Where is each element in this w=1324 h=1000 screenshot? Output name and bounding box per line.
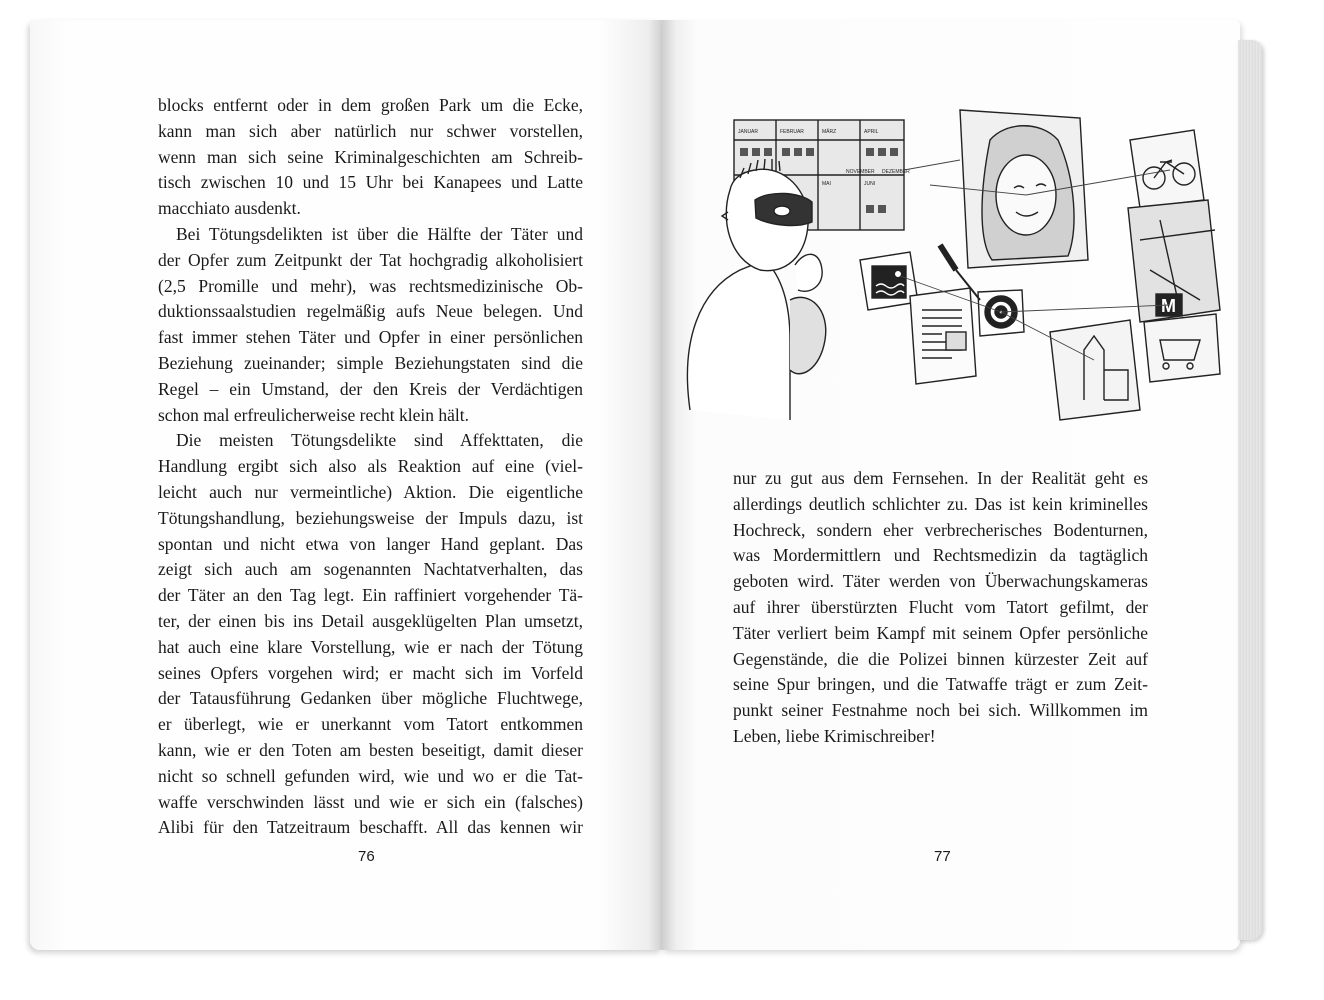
text-line: blocks entfernt oder in dem großen Park um die Ecke, <box>158 95 583 115</box>
text-line: Gegenstände, die die Polizei binnen kürzester Zeit auf <box>733 648 1148 669</box>
calendar-month: APRIL <box>864 129 879 135</box>
calendar-month: DEZEMBER <box>882 169 910 175</box>
text-line: hat auch eine klare Vorstellung, wie er nach der Tötung <box>158 636 583 657</box>
text-line: Hochreck, sondern eher verbrecherisches Bodenturnen, <box>733 519 1148 540</box>
text-line: nur zu gut aus dem Fernsehen. In der Realität geht es <box>733 468 1148 488</box>
right-page-text <box>733 466 1148 750</box>
text-line: Leben, liebe Krimischreiber! <box>733 725 936 746</box>
text-line: der Tatausführung Gedanken über mögliche Fluchtwege, <box>158 688 583 709</box>
text-line: macchiato ausdenkt. <box>158 198 301 219</box>
text-line: seine Spur bringen, und die Tatwaffe trägt er zum Zeit- <box>733 674 1148 695</box>
text-line: was Mordermittlern und Rechtsmedizin da tagtäglich <box>733 545 1148 566</box>
church-note <box>1050 320 1140 420</box>
metro-sign-letter: M <box>1161 296 1176 316</box>
calendar-month: JANUAR <box>738 129 759 135</box>
text-line: wenn man sich seine Kriminalgeschichten am Schreib- <box>158 146 583 167</box>
newspaper-note <box>910 288 976 384</box>
text-line: der Opfer zum Zeitpunkt der Tat hochgradig alkoholisiert <box>158 249 583 270</box>
text-line: duktionssaalstudien regelmäßig aufs Neue belegen. Und <box>158 301 583 322</box>
text-line: schon mal erfreulicherweise recht klein hält. <box>158 404 469 425</box>
text-line: Die meisten Tötungsdelikte sind Affekttaten, die <box>176 430 583 451</box>
bicycle-note <box>1130 130 1204 208</box>
text-line: Täter verliert beim Kampf mit seinem Opfer persönliche <box>733 622 1148 643</box>
calendar-month: JUNI <box>864 181 876 187</box>
woman-photo <box>960 110 1088 268</box>
text-line: waffe verschwinden lässt und wie er sich ein (falsches) <box>158 791 583 812</box>
page-edges <box>1238 40 1262 940</box>
calendar-month: FEBRUAR <box>780 129 804 135</box>
text-line: er überlegt, wie er unerkannt vom Tatort entkommen <box>158 714 583 735</box>
text-line: Bei Tötungsdelikten ist über die Hälfte der Täter und <box>176 223 583 244</box>
text-line: Beziehung zueinander; simple Beziehungstaten sind die <box>158 352 583 373</box>
text-line: ter, der einen bis ins Detail ausgeklügelten Plan umsetzt, <box>158 610 583 631</box>
text-line: spontan und nicht etwa von langer Hand geplant. Das <box>158 533 583 554</box>
shopping-cart-note <box>1144 314 1220 382</box>
text-line: tisch zwischen 10 und 15 Uhr bei Kanapees und Latte <box>158 172 583 193</box>
calendar-month: NOVEMBER <box>846 169 875 175</box>
text-line: zeigt sich auch am sogenannten Nachtatverhalten, das <box>158 559 583 580</box>
text-line: leicht auch nur vermeintliche) Aktion. Die eigentliche <box>158 481 583 502</box>
text-line: Handlung ergibt sich also als Reaktion auf eine (viel- <box>158 456 583 477</box>
page-number-right: 77 <box>934 848 951 865</box>
text-line: allerdings deutlich schlichter zu. Das ist kein kriminelles <box>733 493 1148 514</box>
calendar-month: MÄRZ <box>822 129 837 135</box>
text-line: Alibi für den Tatzeitraum beschafft. All das kennen wir <box>158 817 583 838</box>
text-line: geboten wird. Täter werden von Überwachungskameras <box>733 571 1148 592</box>
text-line: Regel – ein Umstand, der den Kreis der Verdächtigen <box>158 378 583 399</box>
masked-man <box>687 159 825 420</box>
text-line: (2,5 Promille und mehr), was rechtsmedizinische Ob- <box>158 275 583 296</box>
text-line: seines Opfers vorgehen wird; er macht sich im Vorfeld <box>158 662 583 683</box>
text-line: kann man sich aber natürlich nur schwer vorstellen, <box>158 120 583 141</box>
text-line: kann, wie er den Toten am besten beseitigt, damit dieser <box>158 739 583 760</box>
calendar-month: MAI <box>822 181 831 187</box>
target-icon <box>978 290 1024 336</box>
text-line: der Täter an den Tag legt. Ein raffiniert vorgehender Tä- <box>158 585 583 606</box>
text-line: punkt seiner Festnahme noch bei sich. Willkommen im <box>733 700 1148 721</box>
crime-board-illustration <box>660 100 1240 440</box>
page-number-left: 76 <box>358 848 375 865</box>
text-line: auf ihrer überstürzten Flucht vom Tatort gefilmt, der <box>733 596 1148 617</box>
left-page-text <box>158 93 583 841</box>
text-line: nicht so schnell gefunden wird, wie und wo er die Tat- <box>158 765 583 786</box>
swimming-icon <box>860 252 918 310</box>
text-line: Tötungshandlung, beziehungsweise der Impuls dazu, ist <box>158 507 583 528</box>
text-line: fast immer stehen Täter und Opfer in einer persönlichen <box>158 327 583 348</box>
